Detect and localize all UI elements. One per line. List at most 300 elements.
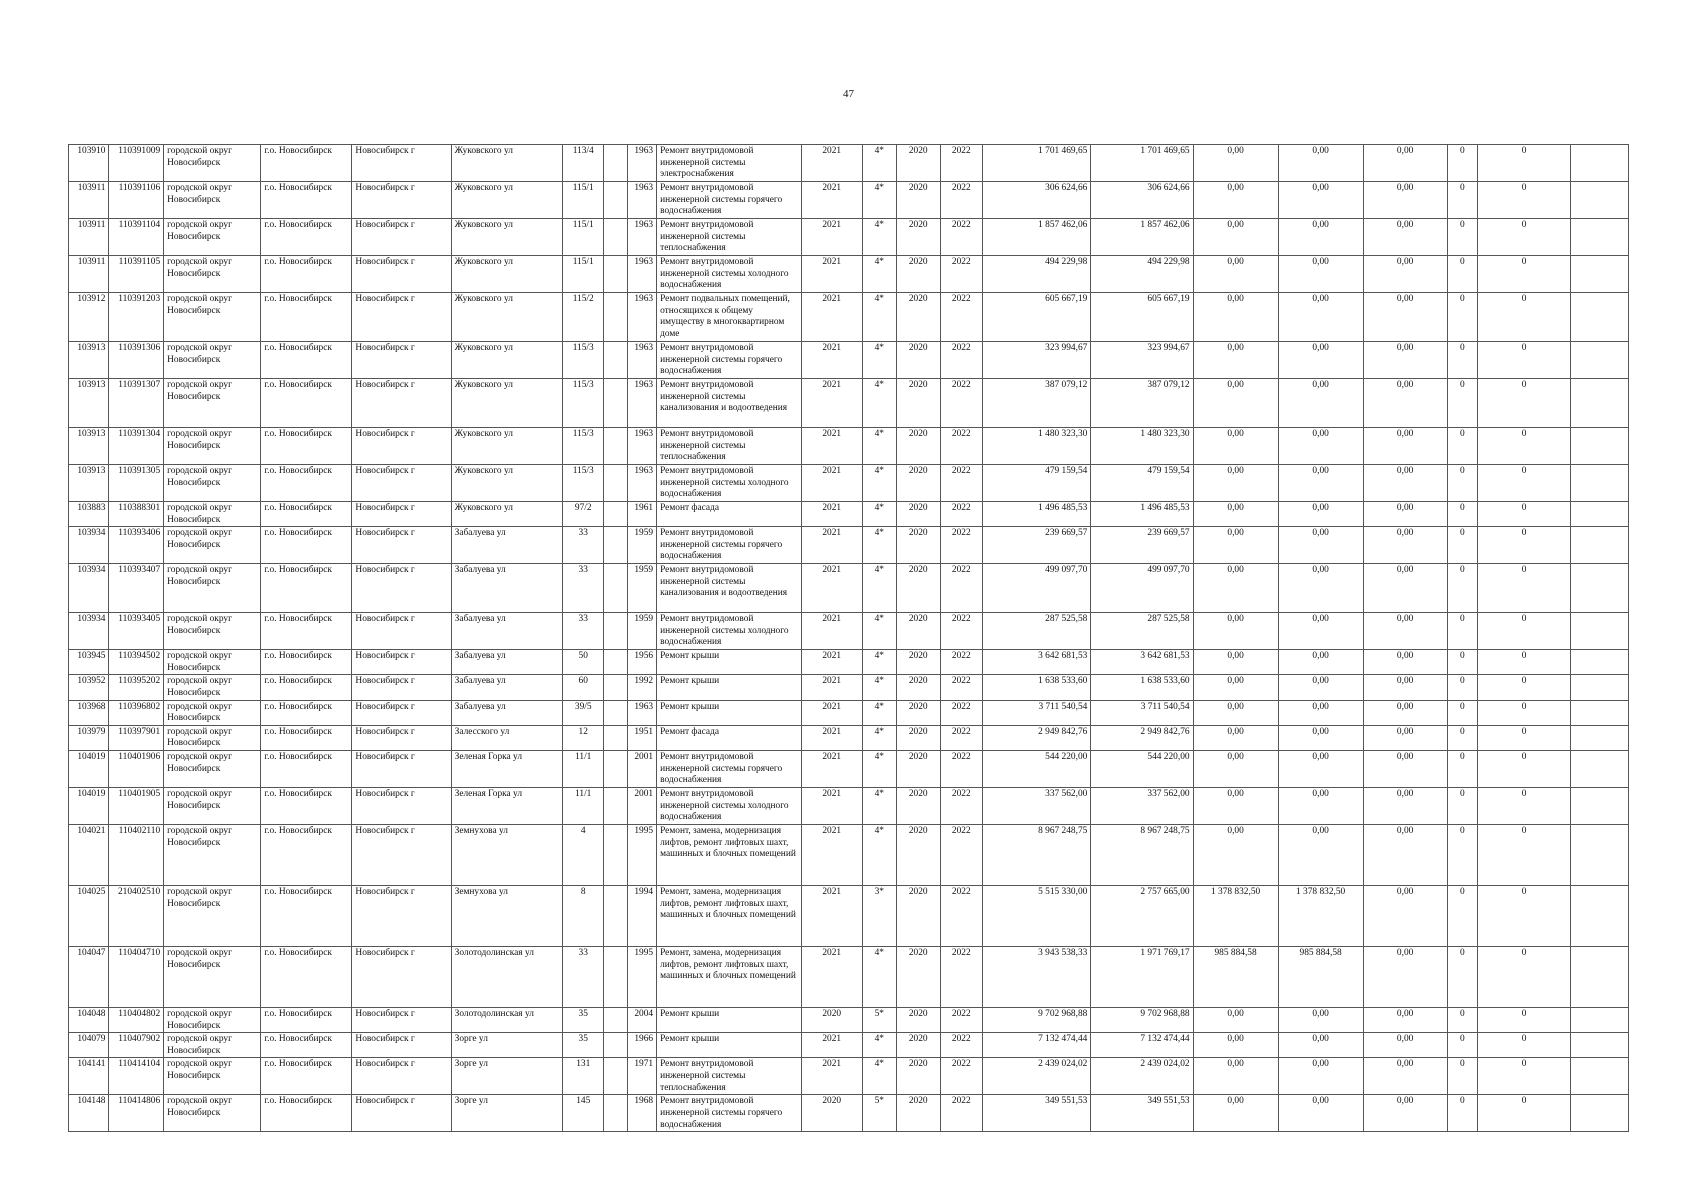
cell-regional-fund-cost: 8 967 248,75: [1091, 824, 1193, 885]
cell-year-built: 1995: [627, 946, 656, 1007]
cell-locality: Новосибирск г: [352, 379, 451, 428]
cell-period-start: 2020: [896, 342, 940, 379]
cell-building: [604, 1007, 627, 1032]
cell-building: [604, 787, 627, 824]
cell-building: [604, 1033, 627, 1058]
cell-municipal-district: городской округ Новосибирск: [164, 700, 261, 725]
cell-year-built: 1995: [627, 824, 656, 885]
cell-extra-value: 0: [1478, 182, 1571, 219]
cell-house-number: 50: [562, 650, 604, 675]
cell-total-cost: 544 220,00: [983, 750, 1091, 787]
cell-street: Жуковского ул: [451, 256, 562, 293]
cell-row-number: 104021: [69, 824, 109, 885]
cell-locality: Новосибирск г: [352, 502, 451, 527]
cell-building: [604, 219, 627, 256]
cell-category: 3*: [862, 885, 896, 946]
cell-municipality: г.о. Новосибирск: [261, 824, 352, 885]
cell-total-cost: 337 562,00: [983, 787, 1091, 824]
cell-regional-fund-cost: 1 701 469,65: [1091, 145, 1193, 182]
cell-category: 4*: [862, 527, 896, 564]
cell-locality: Новосибирск г: [352, 700, 451, 725]
cell-period-end: 2022: [940, 564, 983, 613]
cell-work-type: Ремонт фасада: [657, 502, 802, 527]
cell-building: [604, 379, 627, 428]
cell-extra-value: 0: [1478, 613, 1571, 650]
cell-street: Жуковского ул: [451, 293, 562, 342]
cell-object-code: 110402110: [109, 824, 164, 885]
cell-note: [1571, 527, 1629, 564]
cell-period-start: 2020: [896, 564, 940, 613]
cell-row-number: 103911: [69, 256, 109, 293]
cell-row-number: 104148: [69, 1095, 109, 1132]
cell-locality: Новосибирск г: [352, 885, 451, 946]
cell-street: Жуковского ул: [451, 465, 562, 502]
cell-period-end: 2022: [940, 700, 983, 725]
cell-municipal-district: городской округ Новосибирск: [164, 527, 261, 564]
cell-locality: Новосибирск г: [352, 342, 451, 379]
cell-municipal-district: городской округ Новосибирск: [164, 1095, 261, 1132]
cell-period-start: 2020: [896, 293, 940, 342]
cell-regional-budget: 0,00: [1363, 1033, 1447, 1058]
cell-total-cost: 3 943 538,33: [983, 946, 1091, 1007]
cell-plan-year: 2021: [801, 527, 862, 564]
cell-extra-count: 0: [1447, 613, 1477, 650]
cell-house-number: 115/3: [562, 379, 604, 428]
cell-extra-count: 0: [1447, 885, 1477, 946]
cell-street: Забалуева ул: [451, 564, 562, 613]
cell-house-number: 8: [562, 885, 604, 946]
cell-municipal-district: городской округ Новосибирск: [164, 675, 261, 700]
cell-regional-budget: 0,00: [1363, 527, 1447, 564]
cell-category: 4*: [862, 465, 896, 502]
cell-total-cost: 323 994,67: [983, 342, 1091, 379]
cell-extra-count: 0: [1447, 1033, 1477, 1058]
cell-street: Золотодолинская ул: [451, 946, 562, 1007]
cell-building: [604, 613, 627, 650]
cell-regional-budget: 0,00: [1363, 1058, 1447, 1095]
cell-street: Жуковского ул: [451, 219, 562, 256]
cell-regional-fund-cost: 2 757 665,00: [1091, 885, 1193, 946]
cell-municipal-district: городской округ Новосибирск: [164, 256, 261, 293]
cell-object-code: 110401905: [109, 787, 164, 824]
cell-category: 4*: [862, 675, 896, 700]
cell-note: [1571, 342, 1629, 379]
cell-local-budget: 0,00: [1278, 182, 1363, 219]
cell-work-type: Ремонт внутридомовой инженерной системы горячего водоснабжения: [657, 527, 802, 564]
cell-period-start: 2020: [896, 885, 940, 946]
cell-period-end: 2022: [940, 675, 983, 700]
cell-municipal-district: городской округ Новосибирск: [164, 564, 261, 613]
cell-extra-value: 0: [1478, 675, 1571, 700]
cell-extra-value: 0: [1478, 256, 1571, 293]
cell-municipality: г.о. Новосибирск: [261, 700, 352, 725]
cell-row-number: 103945: [69, 650, 109, 675]
cell-category: 4*: [862, 1033, 896, 1058]
cell-total-cost: 349 551,53: [983, 1095, 1091, 1132]
cell-row-number: 103913: [69, 465, 109, 502]
cell-extra-value: 0: [1478, 1007, 1571, 1032]
cell-street: Земнухова ул: [451, 885, 562, 946]
cell-regional-budget: 0,00: [1363, 725, 1447, 750]
cell-plan-year: 2020: [801, 1095, 862, 1132]
cell-regional-budget: 0,00: [1363, 1007, 1447, 1032]
cell-total-cost: 287 525,58: [983, 613, 1091, 650]
cell-note: [1571, 293, 1629, 342]
cell-owner-funds: 0,00: [1193, 700, 1278, 725]
cell-municipality: г.о. Новосибирск: [261, 1095, 352, 1132]
cell-municipal-district: городской округ Новосибирск: [164, 650, 261, 675]
cell-owner-funds: 0,00: [1193, 1033, 1278, 1058]
cell-year-built: 1963: [627, 293, 656, 342]
cell-local-budget: 0,00: [1278, 725, 1363, 750]
cell-object-code: 110401906: [109, 750, 164, 787]
cell-regional-fund-cost: 1 480 323,30: [1091, 428, 1193, 465]
cell-street: Зорге ул: [451, 1095, 562, 1132]
cell-extra-count: 0: [1447, 342, 1477, 379]
cell-locality: Новосибирск г: [352, 527, 451, 564]
cell-regional-fund-cost: 9 702 968,88: [1091, 1007, 1193, 1032]
cell-building: [604, 700, 627, 725]
cell-work-type: Ремонт внутридомовой инженерной системы холодного водоснабжения: [657, 256, 802, 293]
cell-object-code: 110404802: [109, 1007, 164, 1032]
cell-extra-value: 0: [1478, 750, 1571, 787]
cell-locality: Новосибирск г: [352, 1007, 451, 1032]
cell-extra-value: 0: [1478, 219, 1571, 256]
cell-period-end: 2022: [940, 787, 983, 824]
cell-category: 4*: [862, 650, 896, 675]
cell-period-start: 2020: [896, 428, 940, 465]
cell-regional-fund-cost: 1 857 462,06: [1091, 219, 1193, 256]
cell-row-number: 104141: [69, 1058, 109, 1095]
cell-house-number: 35: [562, 1007, 604, 1032]
cell-municipality: г.о. Новосибирск: [261, 750, 352, 787]
cell-period-end: 2022: [940, 379, 983, 428]
cell-municipality: г.о. Новосибирск: [261, 465, 352, 502]
cell-municipality: г.о. Новосибирск: [261, 787, 352, 824]
cell-extra-count: 0: [1447, 182, 1477, 219]
cell-local-budget: 0,00: [1278, 1007, 1363, 1032]
cell-regional-fund-cost: 349 551,53: [1091, 1095, 1193, 1132]
cell-extra-value: 0: [1478, 428, 1571, 465]
cell-municipality: г.о. Новосибирск: [261, 650, 352, 675]
cell-row-number: 104047: [69, 946, 109, 1007]
cell-owner-funds: 0,00: [1193, 1007, 1278, 1032]
cell-extra-value: 0: [1478, 342, 1571, 379]
cell-total-cost: 605 667,19: [983, 293, 1091, 342]
cell-building: [604, 182, 627, 219]
cell-street: Забалуева ул: [451, 527, 562, 564]
cell-municipality: г.о. Новосибирск: [261, 182, 352, 219]
cell-local-budget: 0,00: [1278, 219, 1363, 256]
cell-row-number: 103934: [69, 527, 109, 564]
table-row: [69, 700, 1629, 725]
cell-work-type: Ремонт, замена, модернизация лифтов, ремонт лифтовых шахт, машинных и блочных помещений: [657, 885, 802, 946]
cell-locality: Новосибирск г: [352, 219, 451, 256]
cell-municipal-district: городской округ Новосибирск: [164, 502, 261, 527]
cell-year-built: 1963: [627, 465, 656, 502]
table-row: [69, 428, 1629, 465]
cell-period-start: 2020: [896, 650, 940, 675]
cell-period-end: 2022: [940, 1058, 983, 1095]
cell-note: [1571, 564, 1629, 613]
cell-regional-fund-cost: 3 642 681,53: [1091, 650, 1193, 675]
cell-object-code: 110393406: [109, 527, 164, 564]
cell-object-code: 110397901: [109, 725, 164, 750]
cell-extra-count: 0: [1447, 502, 1477, 527]
cell-street: Зеленая Горка ул: [451, 787, 562, 824]
cell-locality: Новосибирск г: [352, 1095, 451, 1132]
cell-year-built: 1963: [627, 342, 656, 379]
table-row: [69, 824, 1629, 885]
cell-category: 4*: [862, 946, 896, 1007]
cell-year-built: 1966: [627, 1033, 656, 1058]
cell-plan-year: 2021: [801, 219, 862, 256]
cell-house-number: 33: [562, 527, 604, 564]
cell-owner-funds: 0,00: [1193, 1058, 1278, 1095]
cell-category: 5*: [862, 1095, 896, 1132]
cell-local-budget: 0,00: [1278, 650, 1363, 675]
cell-year-built: 2001: [627, 787, 656, 824]
cell-municipal-district: городской округ Новосибирск: [164, 182, 261, 219]
cell-period-end: 2022: [940, 502, 983, 527]
table-row: [69, 527, 1629, 564]
cell-street: Золотодолинская ул: [451, 1007, 562, 1032]
cell-period-start: 2020: [896, 1095, 940, 1132]
cell-total-cost: 1 857 462,06: [983, 219, 1091, 256]
cell-row-number: 104019: [69, 787, 109, 824]
cell-building: [604, 750, 627, 787]
cell-row-number: 103911: [69, 219, 109, 256]
cell-municipality: г.о. Новосибирск: [261, 256, 352, 293]
cell-extra-count: 0: [1447, 219, 1477, 256]
cell-regional-budget: 0,00: [1363, 502, 1447, 527]
cell-category: 4*: [862, 145, 896, 182]
cell-period-start: 2020: [896, 465, 940, 502]
cell-period-start: 2020: [896, 219, 940, 256]
cell-house-number: 115/1: [562, 219, 604, 256]
cell-local-budget: 0,00: [1278, 428, 1363, 465]
cell-category: 4*: [862, 293, 896, 342]
cell-regional-fund-cost: 306 624,66: [1091, 182, 1193, 219]
cell-regional-budget: 0,00: [1363, 946, 1447, 1007]
cell-street: Жуковского ул: [451, 428, 562, 465]
cell-period-start: 2020: [896, 787, 940, 824]
cell-local-budget: 0,00: [1278, 527, 1363, 564]
cell-extra-value: 0: [1478, 1033, 1571, 1058]
cell-municipal-district: городской округ Новосибирск: [164, 725, 261, 750]
cell-note: [1571, 1058, 1629, 1095]
cell-category: 4*: [862, 613, 896, 650]
cell-house-number: 33: [562, 564, 604, 613]
cell-object-code: 110414104: [109, 1058, 164, 1095]
cell-note: [1571, 650, 1629, 675]
cell-category: 4*: [862, 787, 896, 824]
cell-regional-budget: 0,00: [1363, 675, 1447, 700]
cell-category: 4*: [862, 750, 896, 787]
cell-owner-funds: 0,00: [1193, 725, 1278, 750]
cell-municipal-district: городской округ Новосибирск: [164, 1033, 261, 1058]
cell-work-type: Ремонт внутридомовой инженерной системы горячего водоснабжения: [657, 1095, 802, 1132]
cell-extra-value: 0: [1478, 564, 1571, 613]
cell-regional-fund-cost: 2 439 024,02: [1091, 1058, 1193, 1095]
cell-plan-year: 2021: [801, 787, 862, 824]
cell-regional-fund-cost: 1 496 485,53: [1091, 502, 1193, 527]
cell-building: [604, 1095, 627, 1132]
cell-owner-funds: 0,00: [1193, 145, 1278, 182]
table-row: [69, 256, 1629, 293]
cell-regional-budget: 0,00: [1363, 428, 1447, 465]
cell-category: 4*: [862, 1058, 896, 1095]
cell-regional-budget: 0,00: [1363, 293, 1447, 342]
cell-regional-fund-cost: 1 638 533,60: [1091, 675, 1193, 700]
cell-building: [604, 946, 627, 1007]
cell-street: Забалуева ул: [451, 613, 562, 650]
cell-extra-value: 0: [1478, 885, 1571, 946]
cell-house-number: 115/1: [562, 182, 604, 219]
cell-note: [1571, 379, 1629, 428]
cell-locality: Новосибирск г: [352, 256, 451, 293]
cell-year-built: 2004: [627, 1007, 656, 1032]
cell-period-end: 2022: [940, 527, 983, 564]
table-row: [69, 293, 1629, 342]
cell-period-start: 2020: [896, 182, 940, 219]
cell-municipal-district: городской округ Новосибирск: [164, 465, 261, 502]
cell-category: 4*: [862, 502, 896, 527]
cell-year-built: 2001: [627, 750, 656, 787]
cell-note: [1571, 502, 1629, 527]
cell-period-end: 2022: [940, 1095, 983, 1132]
cell-note: [1571, 824, 1629, 885]
cell-municipal-district: городской округ Новосибирск: [164, 342, 261, 379]
cell-period-start: 2020: [896, 1058, 940, 1095]
cell-year-built: 1963: [627, 219, 656, 256]
cell-plan-year: 2021: [801, 182, 862, 219]
cell-street: Жуковского ул: [451, 379, 562, 428]
cell-local-budget: 0,00: [1278, 824, 1363, 885]
cell-work-type: Ремонт внутридомовой инженерной системы холодного водоснабжения: [657, 787, 802, 824]
cell-house-number: 4: [562, 824, 604, 885]
cell-regional-budget: 0,00: [1363, 145, 1447, 182]
cell-locality: Новосибирск г: [352, 650, 451, 675]
cell-plan-year: 2021: [801, 885, 862, 946]
cell-municipal-district: городской округ Новосибирск: [164, 613, 261, 650]
table-row: [69, 613, 1629, 650]
cell-regional-fund-cost: 287 525,58: [1091, 613, 1193, 650]
cell-extra-count: 0: [1447, 1095, 1477, 1132]
cell-regional-fund-cost: 323 994,67: [1091, 342, 1193, 379]
cell-period-start: 2020: [896, 824, 940, 885]
cell-municipal-district: городской округ Новосибирск: [164, 885, 261, 946]
cell-municipality: г.о. Новосибирск: [261, 293, 352, 342]
cell-street: Жуковского ул: [451, 342, 562, 379]
cell-owner-funds: 0,00: [1193, 787, 1278, 824]
cell-locality: Новосибирск г: [352, 946, 451, 1007]
cell-row-number: 103913: [69, 428, 109, 465]
cell-year-built: 1956: [627, 650, 656, 675]
cell-period-end: 2022: [940, 465, 983, 502]
cell-period-end: 2022: [940, 750, 983, 787]
cell-local-budget: 0,00: [1278, 502, 1363, 527]
table-row: [69, 1033, 1629, 1058]
cell-note: [1571, 182, 1629, 219]
cell-note: [1571, 946, 1629, 1007]
cell-building: [604, 725, 627, 750]
page-number: 47: [843, 88, 854, 100]
cell-extra-count: 0: [1447, 527, 1477, 564]
cell-house-number: 113/4: [562, 145, 604, 182]
cell-note: [1571, 219, 1629, 256]
cell-object-code: 110391104: [109, 219, 164, 256]
cell-object-code: 210402510: [109, 885, 164, 946]
cell-regional-fund-cost: 605 667,19: [1091, 293, 1193, 342]
cell-period-start: 2020: [896, 675, 940, 700]
cell-owner-funds: 0,00: [1193, 824, 1278, 885]
cell-house-number: 115/3: [562, 465, 604, 502]
cell-year-built: 1959: [627, 564, 656, 613]
cell-extra-count: 0: [1447, 293, 1477, 342]
cell-total-cost: 2 439 024,02: [983, 1058, 1091, 1095]
cell-note: [1571, 465, 1629, 502]
cell-local-budget: 0,00: [1278, 256, 1363, 293]
cell-object-code: 110395202: [109, 675, 164, 700]
cell-extra-count: 0: [1447, 675, 1477, 700]
cell-object-code: 110391106: [109, 182, 164, 219]
cell-owner-funds: 0,00: [1193, 613, 1278, 650]
table-row: [69, 182, 1629, 219]
cell-object-code: 110393407: [109, 564, 164, 613]
cell-local-budget: 0,00: [1278, 1033, 1363, 1058]
cell-extra-count: 0: [1447, 465, 1477, 502]
cell-plan-year: 2021: [801, 342, 862, 379]
cell-object-code: 110404710: [109, 946, 164, 1007]
cell-plan-year: 2021: [801, 502, 862, 527]
cell-total-cost: 9 702 968,88: [983, 1007, 1091, 1032]
cell-category: 4*: [862, 342, 896, 379]
cell-regional-budget: 0,00: [1363, 650, 1447, 675]
cell-street: Жуковского ул: [451, 182, 562, 219]
cell-regional-fund-cost: 544 220,00: [1091, 750, 1193, 787]
cell-category: 4*: [862, 700, 896, 725]
cell-extra-value: 0: [1478, 946, 1571, 1007]
cell-locality: Новосибирск г: [352, 675, 451, 700]
cell-local-budget: 0,00: [1278, 145, 1363, 182]
cell-house-number: 60: [562, 675, 604, 700]
cell-local-budget: 0,00: [1278, 787, 1363, 824]
cell-municipal-district: городской округ Новосибирск: [164, 379, 261, 428]
cell-row-number: 103912: [69, 293, 109, 342]
cell-period-start: 2020: [896, 700, 940, 725]
cell-municipality: г.о. Новосибирск: [261, 379, 352, 428]
cell-municipality: г.о. Новосибирск: [261, 145, 352, 182]
cell-extra-value: 0: [1478, 379, 1571, 428]
cell-plan-year: 2021: [801, 428, 862, 465]
cell-object-code: 110396802: [109, 700, 164, 725]
cell-row-number: 104079: [69, 1033, 109, 1058]
cell-regional-fund-cost: 387 079,12: [1091, 379, 1193, 428]
cell-municipal-district: городской округ Новосибирск: [164, 293, 261, 342]
cell-regional-fund-cost: 479 159,54: [1091, 465, 1193, 502]
cell-owner-funds: 1 378 832,50: [1193, 885, 1278, 946]
cell-note: [1571, 750, 1629, 787]
cell-house-number: 39/5: [562, 700, 604, 725]
cell-plan-year: 2021: [801, 1033, 862, 1058]
cell-local-budget: 1 378 832,50: [1278, 885, 1363, 946]
cell-object-code: 110414806: [109, 1095, 164, 1132]
cell-house-number: 11/1: [562, 750, 604, 787]
cell-owner-funds: 0,00: [1193, 379, 1278, 428]
cell-municipal-district: городской округ Новосибирск: [164, 1007, 261, 1032]
cell-building: [604, 564, 627, 613]
